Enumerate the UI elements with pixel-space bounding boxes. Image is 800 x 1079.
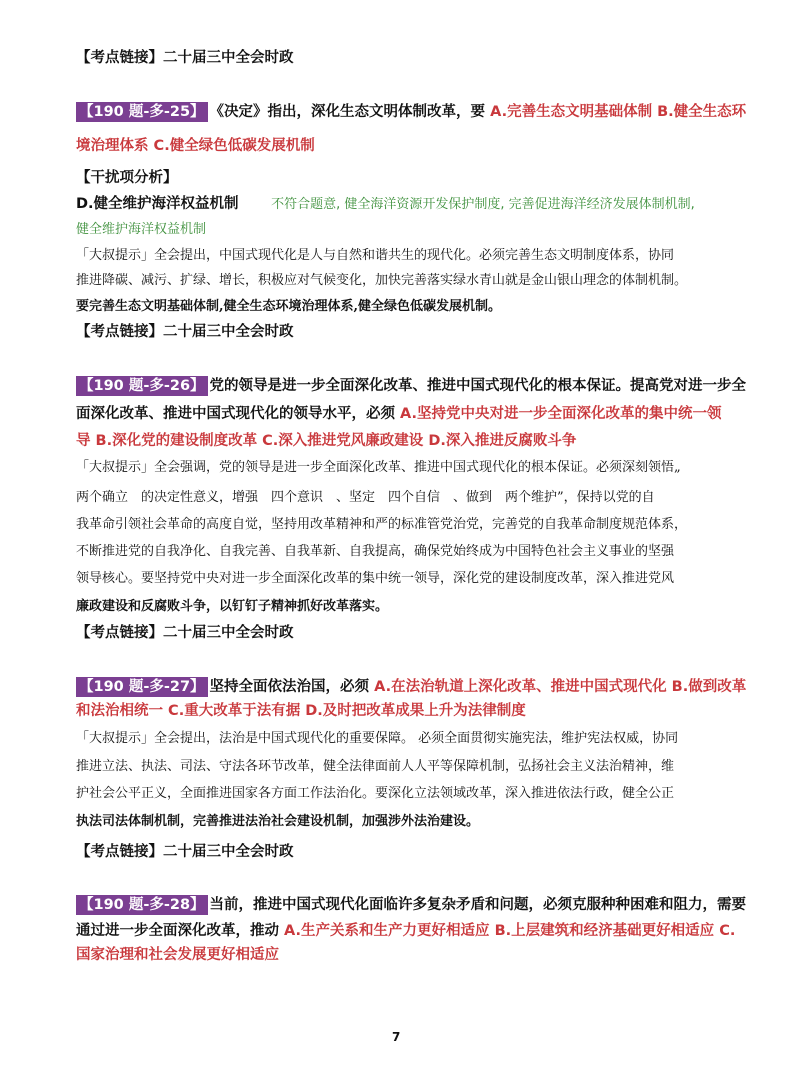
q27-line-1 bbox=[76, 677, 747, 697]
q26-hint-6: 廉政建设和反腐败斗争，以钉钉子精神抓好改革落实。 bbox=[76, 599, 389, 614]
q25-stem-1: 《决定》指出，深化生态文明体制改革，要 bbox=[209, 104, 491, 120]
q28-line-3: 国家治理和社会发展更好相适应 bbox=[76, 947, 279, 963]
q26-line-2 bbox=[76, 404, 736, 424]
q26-line-3: 导 B.深化党的建设制度改革 C.深入推进党风廉政建设 D.深入推进反腐败斗争 bbox=[76, 433, 577, 449]
q27-line-2: 和法治相统一 C.重大改革于法有据 D.及时把改革成果上升为法律制度 bbox=[76, 703, 526, 719]
q27-link: 【考点链接】二十届三中全会时政 bbox=[76, 844, 294, 860]
q25-hint-1: 「大叔提示」全会提出，中国式现代化是人与自然和谐共生的现代化。必须完善生态文明制度体系，协同 bbox=[76, 248, 675, 263]
q26-hint-5: 领导核心。要坚持党中央对进一步全面深化改革的集中统一领导，深化党的建设制度改革，深入推进党风 bbox=[76, 571, 675, 586]
q26-link: 【考点链接】二十届三中全会时政 bbox=[76, 625, 294, 641]
q26-hint-2: 两个确立 的决定性意义，增强 四个意识 、坚定 四个自信 、做到 两个维护”，保持以党的自 bbox=[76, 490, 655, 505]
q28-line-1 bbox=[76, 895, 747, 915]
q27-hint-2: 推进立法、执法、司法、守法各环节改革，健全法律面前人人平等保障机制，弘扬社会主义法治精神，维 bbox=[76, 759, 675, 774]
q26-line-1 bbox=[76, 376, 747, 396]
q25-line-2: 境治理体系 C.健全绿色低碳发展机制 bbox=[76, 138, 315, 154]
q25-link: 【考点链接】二十届三中全会时政 bbox=[76, 324, 294, 340]
q25-tag: 【190 题-多-25】 bbox=[76, 102, 208, 122]
q26-hint-3: 我革命引领社会革命的高度自觉，坚持用改革精神和严的标准管党治党，完善党的自我革命制度规范体系， bbox=[76, 517, 688, 532]
q25-distractor: D.健全维护海洋权益机制 bbox=[76, 196, 239, 212]
q27-hint-3: 护社会公平正义，全面推进国家各方面工作法治化。要深化立法领域改革，深入推进依法行政，健全公正 bbox=[76, 786, 675, 801]
q28-tag: 【190 题-多-28】 bbox=[76, 895, 208, 915]
q25-distractor-note-2: 健全维护海洋权益机制 bbox=[76, 222, 207, 237]
q26-stem-2: 面深化改革、推进中国式现代化的领导水平，必须 bbox=[76, 406, 401, 422]
q26-tag: 【190 题-多-26】 bbox=[76, 376, 208, 396]
q26-stem-1: 党的领导是进一步全面深化改革、推进中国式现代化的根本保证。提高党对进一步全 bbox=[209, 378, 747, 394]
q27-hint-4: 执法司法体制机制，完善推进法治社会建设机制，加强涉外法治建设。 bbox=[76, 814, 480, 829]
q27-stem-1: 坚持全面依法治国，必须 bbox=[209, 679, 375, 695]
q27-tag: 【190 题-多-27】 bbox=[76, 677, 208, 697]
q25-hint-2: 推进降碳、减污、扩绿、增长，积极应对气候变化，加快完善落实绿水青山就是金山银山理念的体制机制。 bbox=[76, 273, 688, 288]
q25-hint-3: 要完善生态文明基础体制,健全生态环境治理体系,健全绿色低碳发展机制。 bbox=[76, 299, 502, 314]
q28-options-1: A.生产关系和生产力更好相适应 B.上层建筑和经济基础更好相适应 C. bbox=[284, 923, 736, 939]
q25-options-1: A.完善生态文明基础体制 B.健全生态环 bbox=[490, 104, 747, 120]
q28-stem-1: 当前，推进中国式现代化面临许多复杂矛盾和问题，必须克服种种困难和阻力，需要 bbox=[209, 897, 747, 913]
q25-distractor-row bbox=[76, 194, 736, 215]
q25-line-1 bbox=[76, 102, 747, 122]
q28-line-2 bbox=[76, 921, 736, 941]
q26-options-1: A.坚持党中央对进一步全面深化改革的集中统一领 bbox=[400, 406, 722, 422]
q27-hint-1: 「大叔提示」全会提出，法治是中国式现代化的重要保障。 必须全面贯彻实施宪法，维护宪法权威，协同 bbox=[76, 731, 679, 746]
page-number: 7 bbox=[392, 1030, 401, 1044]
q26-hint-1: 「大叔提示」全会强调，党的领导是进一步全面深化改革、推进中国式现代化的根本保证。必须深刻领悟„ bbox=[76, 460, 681, 475]
q26-hint-4: 不断推进党的自我净化、自我完善、自我革新、自我提高，确保党始终成为中国特色社会主义事业的坚强 bbox=[76, 544, 675, 559]
q27-options-1: A.在法治轨道上深化改革、推进中国式现代化 B.做到改革 bbox=[374, 679, 747, 695]
q25-distractor-note-1: 不符合题意, 健全海洋资源开发保护制度, 完善促进海洋经济发展体制机制, bbox=[271, 197, 695, 212]
q28-stem-2: 通过进一步全面深化改革，推动 bbox=[76, 923, 285, 939]
q25-analysis-title: 【干扰项分析】 bbox=[76, 170, 178, 186]
header-link: 【考点链接】二十届三中全会时政 bbox=[76, 50, 294, 66]
